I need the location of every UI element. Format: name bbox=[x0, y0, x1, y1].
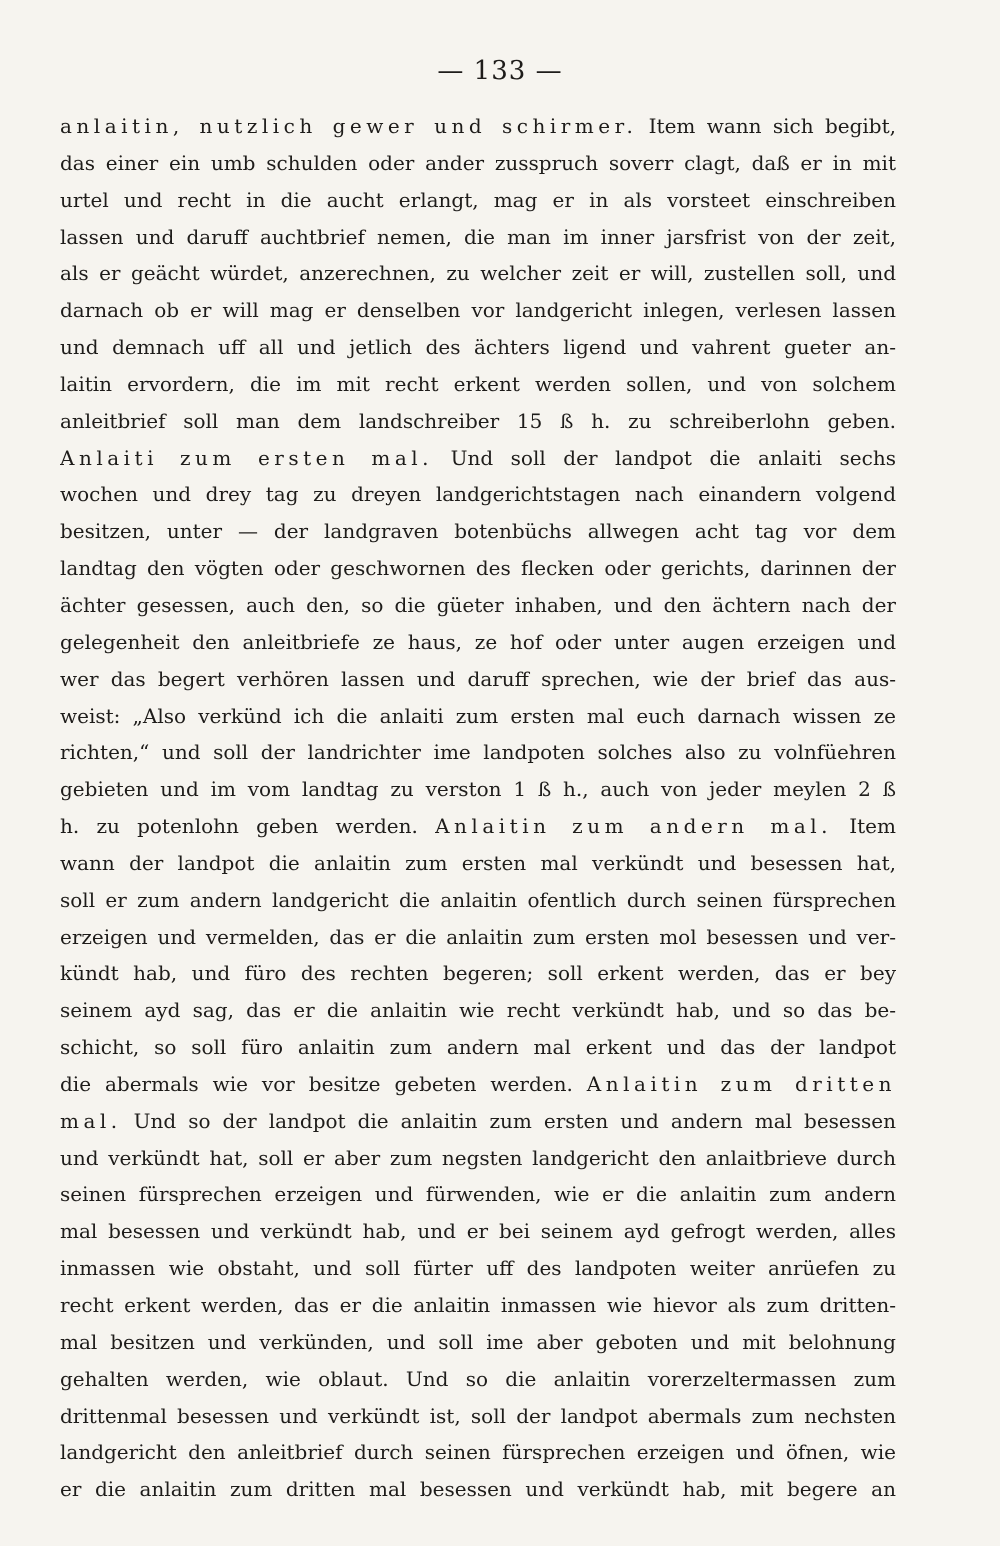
text-line bbox=[60, 329, 896, 366]
text-segment: weist: „Also verkünd ich die anlaiti zum ersten mal euch darnach wissen ze bbox=[60, 703, 896, 728]
text-line bbox=[60, 108, 896, 145]
text-segment: laitin ervordern, die im mit recht erkent werden sollen, und von solchem bbox=[60, 371, 896, 396]
text-line bbox=[60, 808, 896, 845]
text-line bbox=[60, 624, 896, 661]
text-line bbox=[60, 1324, 896, 1361]
text-segment: besitzen, unter — der landgraven botenbüchs allwegen acht tag vor dem bbox=[60, 519, 896, 544]
text-segment: und verkündt hat, soll er aber zum negsten landgericht den anlaitbrieve durch bbox=[60, 1145, 896, 1170]
text-segment: kündt hab, und füro des rechten begeren; soll erkent werden, das er bey bbox=[60, 961, 896, 986]
text-segment: urtel und recht in die aucht erlangt, mag er in als vorsteet einschreiben bbox=[60, 187, 896, 212]
spaced-heading: Anlaiti zum ersten mal. bbox=[60, 445, 434, 470]
text-line bbox=[60, 955, 896, 992]
text-line bbox=[60, 1029, 896, 1066]
text-line bbox=[60, 661, 896, 698]
text-line bbox=[60, 919, 896, 956]
text-segment: seinem ayd sag, das er die anlaitin wie recht verkündt hab, und so das be- bbox=[60, 998, 896, 1023]
text-segment: gebieten und im vom landtag zu verston 1 ß h., auch von jeder meylen 2 ß bbox=[60, 777, 896, 802]
text-segment: mal besessen und verkündt hab, und er bei seinem ayd gefrogt werden, alles bbox=[60, 1219, 896, 1244]
text-segment: erzeigen und vermelden, das er die anlaitin zum ersten mol besessen und ver- bbox=[60, 924, 896, 949]
text-segment: landtag den vögten oder geschwornen des flecken oder gerichts, darinnen der bbox=[60, 556, 896, 581]
text-segment: h. zu potenlohn geben werden. bbox=[60, 814, 418, 839]
spaced-heading: Anlaitin zum dritten bbox=[586, 1071, 896, 1096]
text-segment: drittenmal besessen und verkündt ist, soll der landpot abermals zum nechsten bbox=[60, 1403, 896, 1428]
text-line bbox=[60, 550, 896, 587]
text-segment: ächter gesessen, auch den, so die güeter inhaben, und den ächtern nach der bbox=[60, 592, 896, 617]
text-line bbox=[60, 1471, 896, 1508]
spaced-heading: anlaitin, nutzlich gewer und schirmer. bbox=[60, 114, 638, 138]
text-line bbox=[60, 1176, 896, 1213]
text-segment: wochen und drey tag zu dreyen landgerichtstagen nach einandern volgend bbox=[60, 482, 896, 507]
text-line bbox=[60, 1250, 896, 1287]
page-body-text bbox=[60, 108, 896, 1508]
text-segment: er die anlaitin zum dritten mal besessen und verkündt hab, mit begere an bbox=[60, 1477, 896, 1502]
text-segment: Und soll der landpot die anlaiti sechs bbox=[433, 445, 896, 470]
text-line bbox=[60, 255, 896, 292]
text-line bbox=[60, 513, 896, 550]
text-line bbox=[60, 587, 896, 624]
text-line bbox=[60, 734, 896, 771]
text-line bbox=[60, 182, 896, 219]
text-line bbox=[60, 292, 896, 329]
text-segment: gelegenheit den anleitbriefe ze haus, ze hof oder unter augen erzeigen und bbox=[60, 629, 896, 654]
page-number: — 133 — bbox=[437, 56, 563, 86]
text-segment: Item wann sich begibt, bbox=[637, 114, 896, 138]
text-line bbox=[60, 882, 896, 919]
text-line bbox=[60, 1213, 896, 1250]
text-line bbox=[60, 145, 896, 182]
text-segment: wann der landpot die anlaitin zum ersten mal verkündt und besessen hat, bbox=[60, 850, 896, 875]
text-segment: inmassen wie obstaht, und soll fürter uff des landpoten weiter anrüefen zu bbox=[60, 1256, 896, 1281]
text-line bbox=[60, 440, 896, 477]
text-line bbox=[60, 403, 896, 440]
text-segment: darnach ob er will mag er denselben vor landgericht inlegen, verlesen lassen bbox=[60, 298, 896, 323]
spaced-heading: Anlaitin zum andern mal. bbox=[435, 814, 833, 839]
text-line bbox=[60, 1287, 896, 1324]
text-segment: mal besitzen und verkünden, und soll ime aber geboten und mit belohnung bbox=[60, 1329, 896, 1354]
text-line bbox=[60, 1398, 896, 1435]
text-segment: die abermals wie vor besitze gebeten werden. bbox=[60, 1071, 573, 1096]
text-segment: lassen und daruff auchtbrief nemen, die man im inner jarsfrist von der zeit, bbox=[60, 224, 896, 249]
text-segment: Und so der landpot die anlaitin zum ersten und andern mal besessen bbox=[121, 1108, 896, 1133]
text-segment: anleitbrief soll man dem landschreiber 15 ß h. zu schreiberlohn geben. bbox=[60, 408, 896, 433]
text-line bbox=[60, 845, 896, 882]
spaced-heading: mal. bbox=[60, 1108, 122, 1133]
text-segment: als er geächt würdet, anzerechnen, zu welcher zeit er will, zustellen soll, und bbox=[60, 261, 896, 286]
text-segment: das einer ein umb schulden oder ander zusspruch soverr clagt, daß er in mit bbox=[60, 150, 896, 175]
text-segment: wer das begert verhören lassen und daruff sprechen, wie der brief das aus- bbox=[60, 666, 896, 691]
text-line bbox=[60, 1140, 896, 1177]
text-segment: recht erkent werden, das er die anlaitin inmassen wie hievor als zum dritten- bbox=[60, 1293, 896, 1317]
text-line bbox=[60, 992, 896, 1029]
text-segment: gehalten werden, wie oblaut. Und so die anlaitin vorerzeltermassen zum bbox=[60, 1366, 896, 1391]
text-segment: soll er zum andern landgericht die anlaitin ofentlich durch seinen fürsprechen bbox=[60, 887, 896, 912]
text-segment: richten,“ und soll der landrichter ime landpoten solches also zu volnfüehren bbox=[60, 740, 896, 765]
text-line bbox=[60, 219, 896, 256]
text-line bbox=[60, 1361, 896, 1398]
text-line bbox=[60, 1434, 896, 1471]
text-line bbox=[60, 771, 896, 808]
text-line bbox=[60, 1103, 896, 1140]
text-line bbox=[60, 476, 896, 513]
text-line bbox=[60, 698, 896, 735]
text-segment: landgericht den anleitbrief durch seinen fürsprechen erzeigen und öfnen, wie bbox=[60, 1440, 896, 1465]
text-line bbox=[60, 366, 896, 403]
text-segment: und demnach uff all und jetlich des ächters ligend und vahrent gueter an- bbox=[60, 335, 896, 360]
text-line bbox=[60, 1066, 896, 1103]
text-segment: schicht, so soll füro anlaitin zum andern mal erkent und das der landpot bbox=[60, 1035, 896, 1060]
text-segment: seinen fürsprechen erzeigen und fürwenden, wie er die anlaitin zum andern bbox=[60, 1182, 896, 1207]
text-segment: Item bbox=[832, 814, 896, 839]
